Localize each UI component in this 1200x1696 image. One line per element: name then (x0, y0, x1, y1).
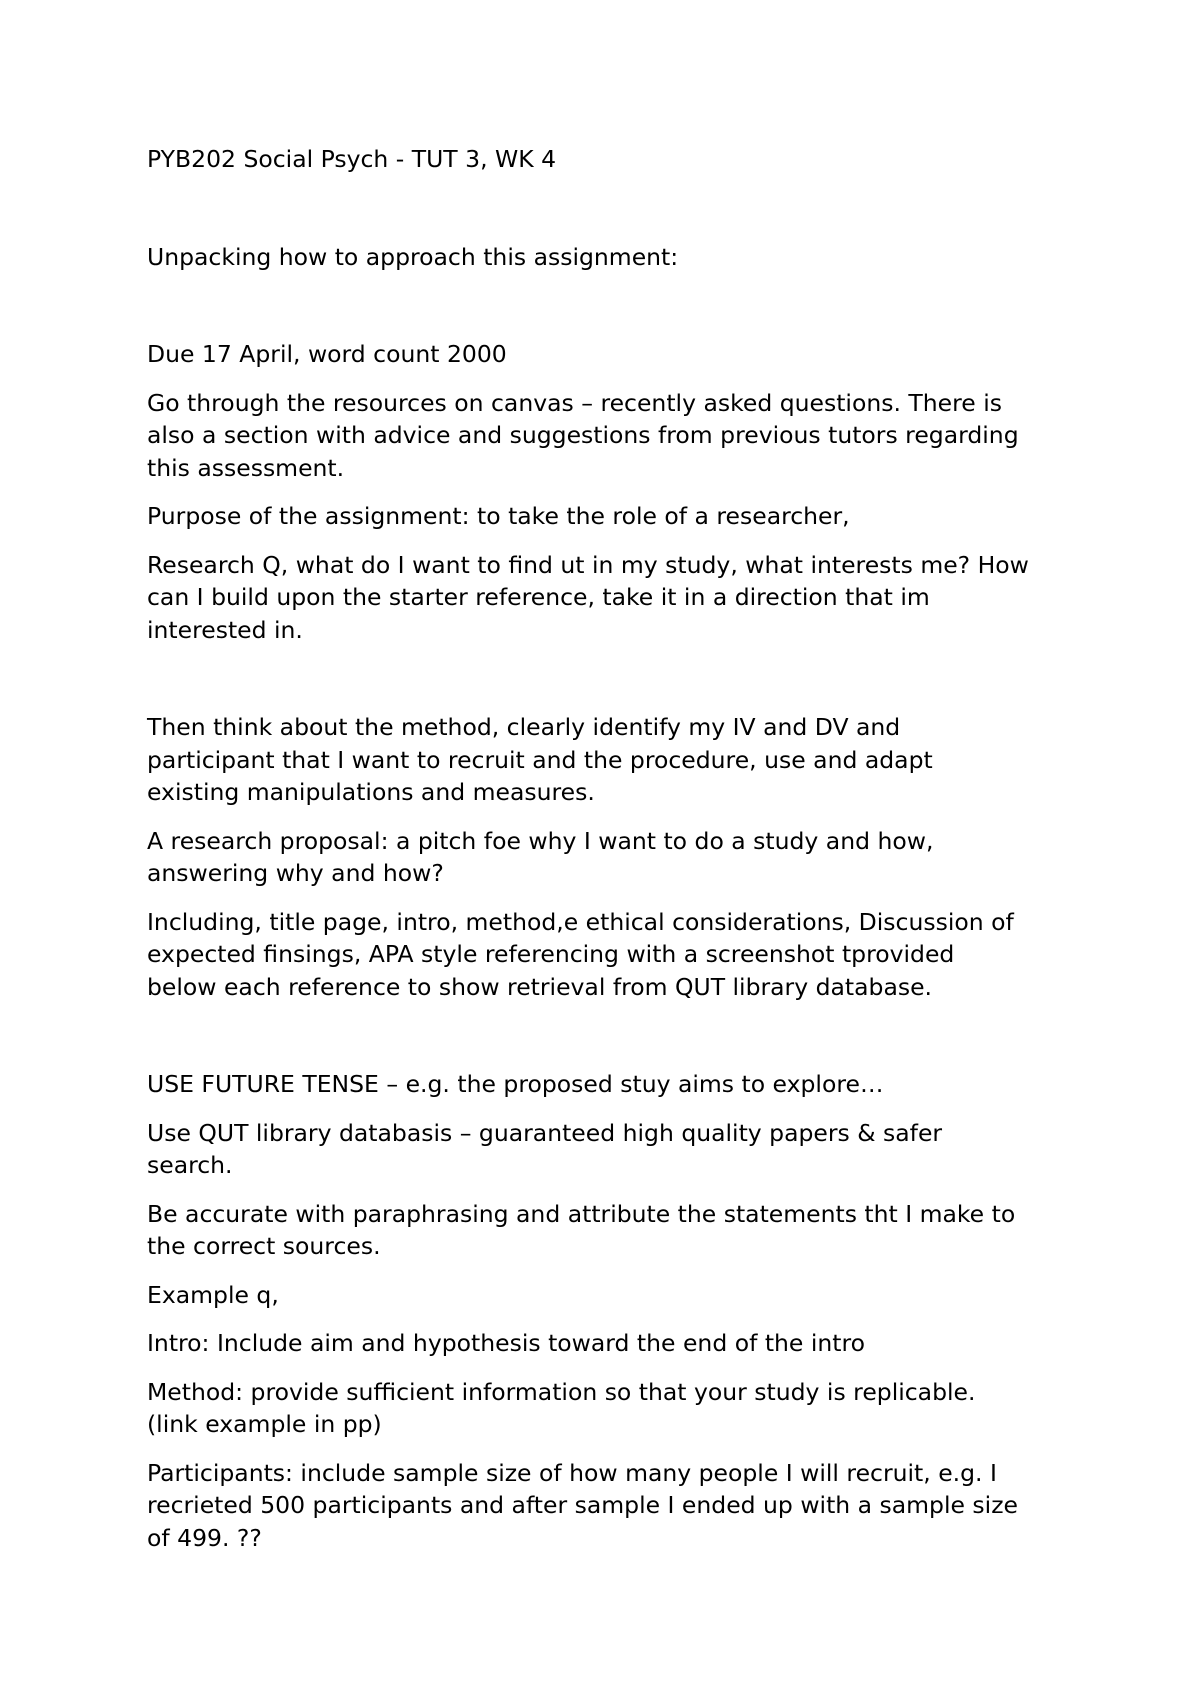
paragraph-intro (147, 1327, 1087, 1360)
text-line: participant that I want to recruit and the procedure, use and adapt (147, 745, 933, 774)
paragraph-participants (147, 1457, 1087, 1555)
text-line: Unpacking how to approach this assignment: (147, 242, 679, 271)
paragraph-including (147, 906, 1087, 1004)
text-line: Go through the resources on canvas – recently asked questions. There is (147, 388, 1002, 417)
text-line: existing manipulations and measures. (147, 778, 595, 806)
text-line: PYB202 Social Psych - TUT 3, WK 4 (147, 145, 557, 173)
paragraph-example (147, 1279, 1087, 1312)
text-line: A research proposal: a pitch foe why I want to do a study and how, (147, 826, 934, 855)
text-line: (link example in pp) (147, 1410, 382, 1438)
text-line: recrieted 500 participants and after sample I ended up with a sample size (147, 1491, 1018, 1519)
paragraph-purpose (147, 500, 1087, 533)
text-line: search. (147, 1151, 233, 1179)
paragraph-library (147, 1117, 1087, 1182)
document-title (147, 143, 1087, 176)
text-line: Research Q, what do I want to find ut in my study, what interests me? How (147, 550, 1029, 579)
text-line: Example q, (147, 1280, 279, 1309)
text-line: also a section with advice and suggestions from previous tutors regarding (147, 421, 1019, 449)
text-line: Use QUT library databasis – guaranteed high quality papers & safer (147, 1118, 943, 1147)
paragraph-paraphrasing (147, 1198, 1087, 1263)
text-line: Method: provide sufficient information so that your study is replicable. (147, 1377, 976, 1406)
text-line: Due 17 April, word count 2000 (147, 340, 507, 368)
text-line: Participants: include sample size of how many people I will recruit, e.g. I (147, 1458, 997, 1487)
text-line: the correct sources. (147, 1232, 381, 1260)
text-line: USE FUTURE TENSE – e.g. the proposed stuy aims to explore… (147, 1070, 884, 1098)
text-line: below each reference to show retrieval from QUT library database. (147, 972, 933, 1001)
paragraph-method-info (147, 1376, 1087, 1441)
text-line: answering why and how? (147, 859, 444, 887)
paragraph-resources (147, 387, 1087, 485)
text-line: Intro: Include aim and hypothesis toward the end of the intro (147, 1329, 866, 1357)
text-line: Including, title page, intro, method,e ethical considerations, Discussion of (147, 907, 1014, 936)
paragraph-future-tense (147, 1068, 1087, 1101)
paragraph-research-question (147, 549, 1087, 647)
document-subtitle (147, 241, 1087, 274)
text-line: of 499. ?? (147, 1523, 262, 1552)
text-line: expected finsings, APA style referencing with a screenshot tprovided (147, 940, 955, 968)
text-line: can I build upon the starter reference, take it in a direction that im (147, 583, 930, 611)
document-page (147, 143, 1087, 1570)
text-line: Then think about the method, clearly identify my IV and DV and (147, 713, 901, 741)
paragraph-due-date (147, 338, 1087, 371)
paragraph-research-proposal (147, 825, 1087, 890)
text-line: Purpose of the assignment: to take the role of a researcher, (147, 502, 850, 530)
text-line: this assessment. (147, 453, 345, 482)
paragraph-method (147, 711, 1087, 809)
text-line: interested in. (147, 615, 303, 644)
text-line: Be accurate with paraphrasing and attribute the statements tht I make to (147, 1199, 1016, 1228)
